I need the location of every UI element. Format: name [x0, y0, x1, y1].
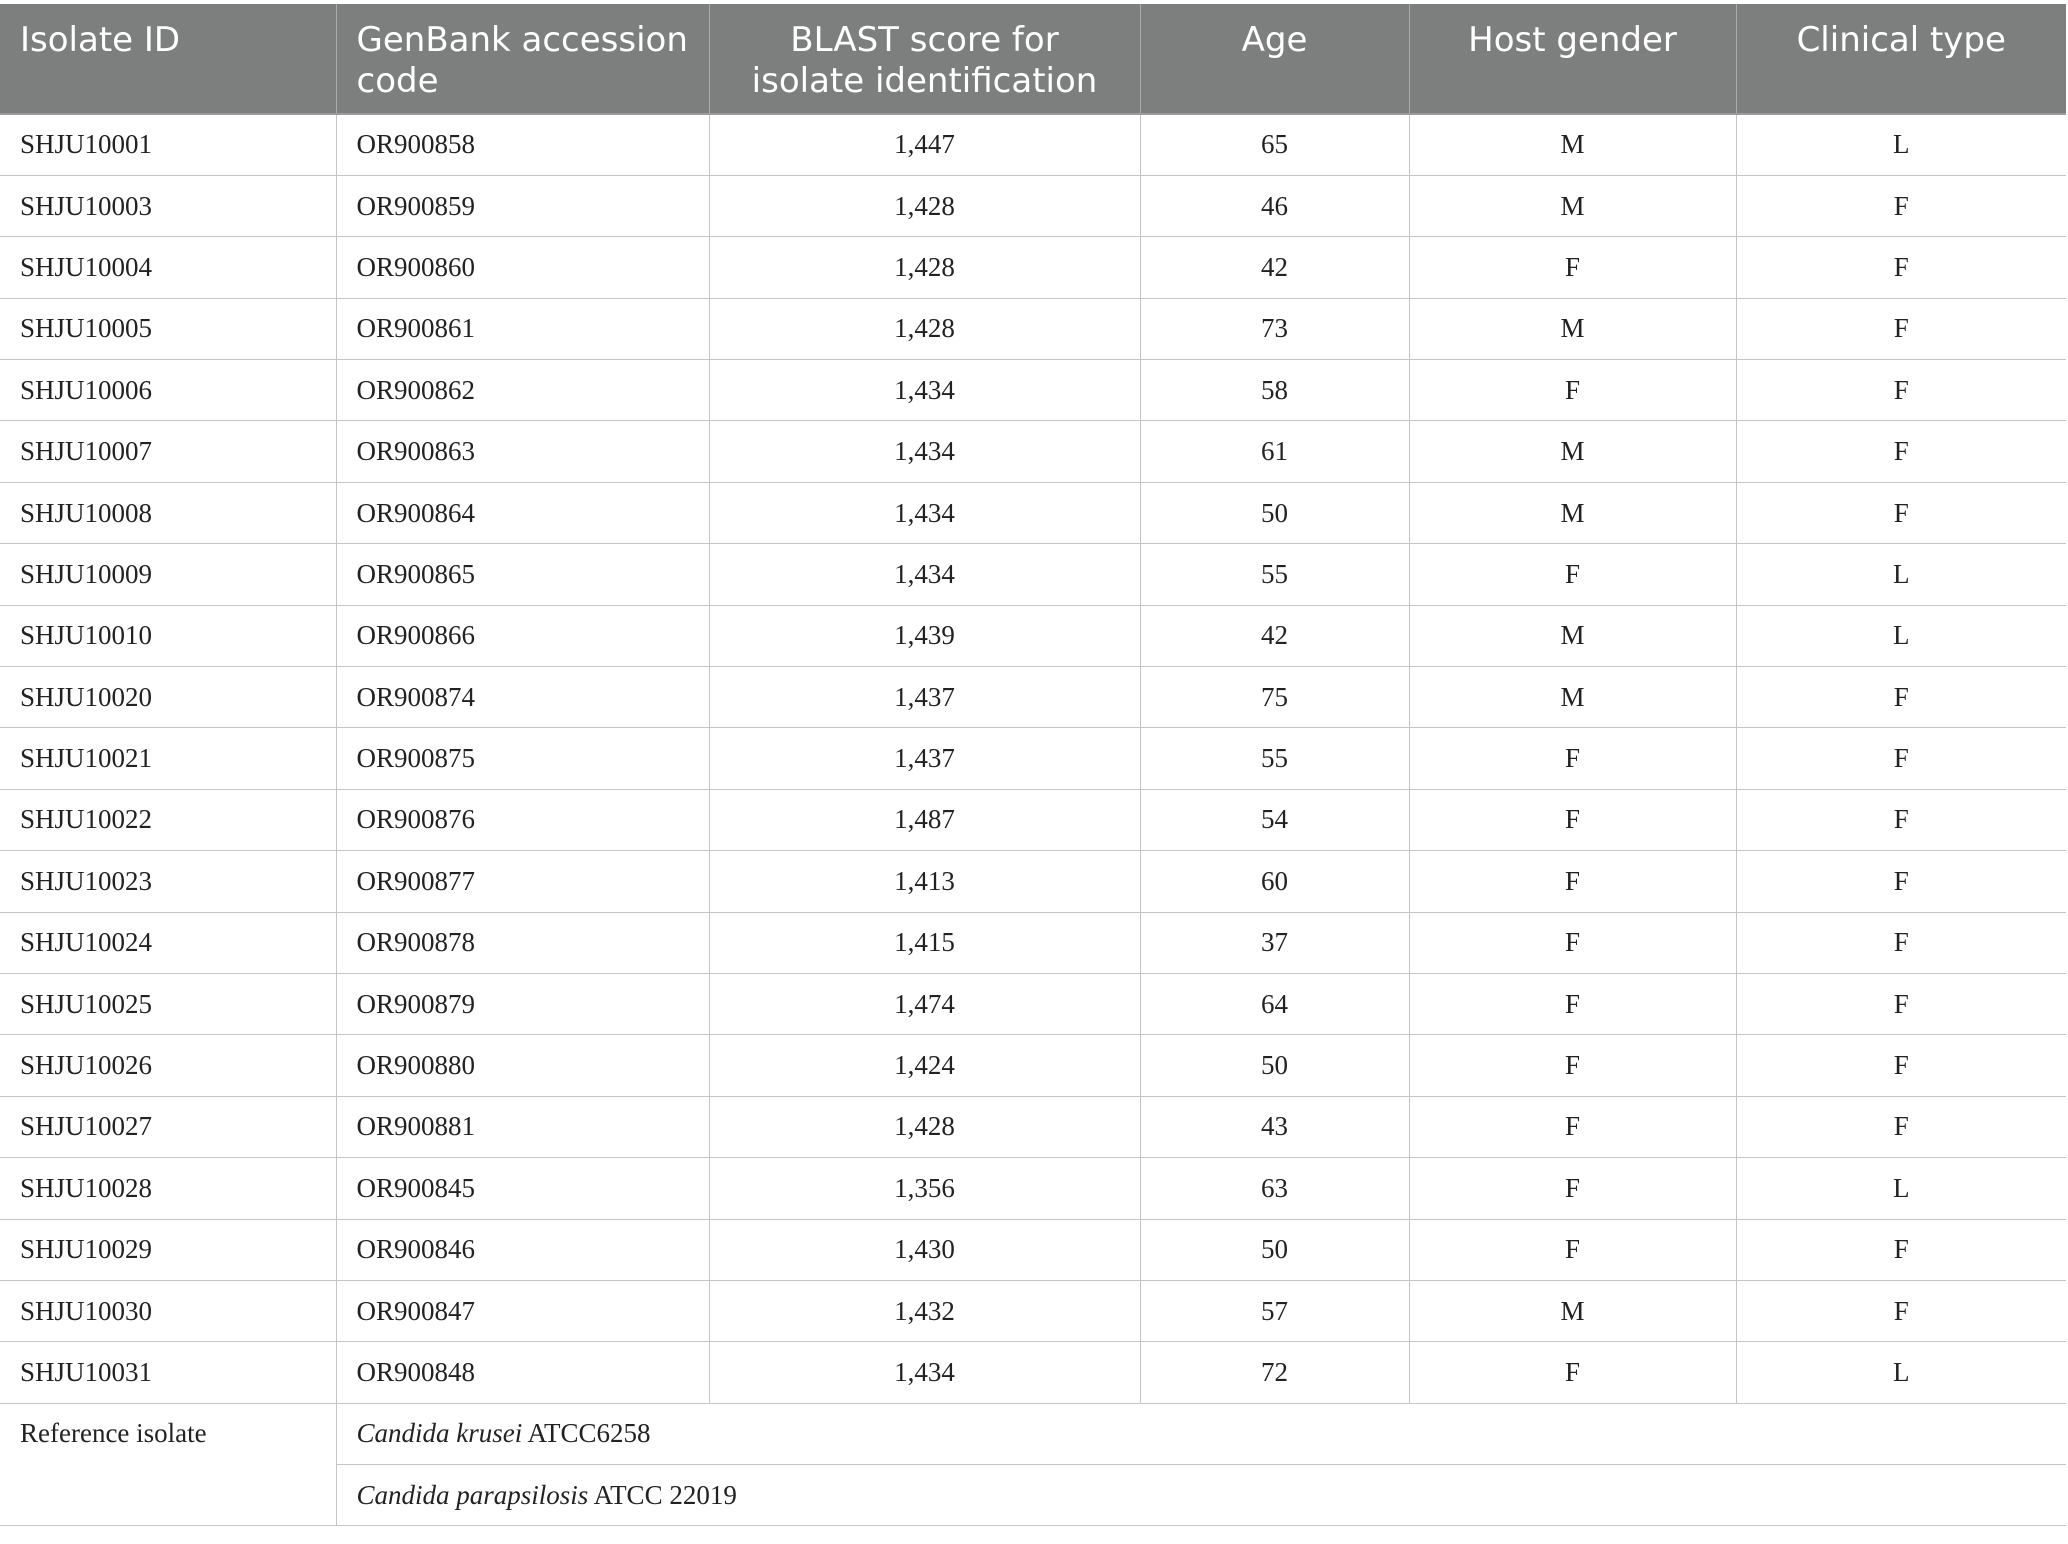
cell-host-gender: F	[1409, 1035, 1736, 1096]
header-genbank-code: GenBank accession code	[336, 4, 709, 114]
cell-age: 42	[1140, 605, 1409, 666]
cell-blast-score: 1,487	[709, 789, 1140, 850]
cell-genbank-code: OR900877	[336, 851, 709, 912]
cell-genbank-code: OR900862	[336, 360, 709, 421]
cell-clinical-type: F	[1736, 421, 2066, 482]
cell-genbank-code: OR900860	[336, 237, 709, 298]
cell-isolate-id: SHJU10022	[0, 789, 336, 850]
cell-clinical-type: F	[1736, 912, 2066, 973]
cell-isolate-id: SHJU10010	[0, 605, 336, 666]
cell-isolate-id: SHJU10003	[0, 175, 336, 236]
cell-genbank-code: OR900876	[336, 789, 709, 850]
cell-blast-score: 1,447	[709, 114, 1140, 175]
cell-isolate-id: SHJU10031	[0, 1342, 336, 1403]
cell-genbank-code: OR900881	[336, 1096, 709, 1157]
cell-genbank-code: OR900878	[336, 912, 709, 973]
cell-blast-score: 1,434	[709, 421, 1140, 482]
table-row	[0, 360, 2066, 421]
cell-genbank-code: OR900874	[336, 667, 709, 728]
cell-genbank-code: OR900861	[336, 298, 709, 359]
table-row	[0, 175, 2066, 236]
cell-blast-score: 1,437	[709, 728, 1140, 789]
cell-blast-score: 1,356	[709, 1158, 1140, 1219]
cell-clinical-type: L	[1736, 544, 2066, 605]
cell-age: 55	[1140, 728, 1409, 789]
cell-isolate-id: SHJU10026	[0, 1035, 336, 1096]
cell-genbank-code: OR900865	[336, 544, 709, 605]
table-row	[0, 667, 2066, 728]
table-header	[0, 4, 2066, 114]
cell-blast-score: 1,428	[709, 1096, 1140, 1157]
cell-host-gender: F	[1409, 1096, 1736, 1157]
table-row	[0, 728, 2066, 789]
cell-age: 58	[1140, 360, 1409, 421]
cell-blast-score: 1,415	[709, 912, 1140, 973]
cell-host-gender: F	[1409, 1158, 1736, 1219]
cell-clinical-type: F	[1736, 360, 2066, 421]
cell-host-gender: F	[1409, 360, 1736, 421]
cell-host-gender: M	[1409, 114, 1736, 175]
cell-age: 54	[1140, 789, 1409, 850]
cell-host-gender: M	[1409, 482, 1736, 543]
cell-isolate-id: SHJU10021	[0, 728, 336, 789]
cell-isolate-id: SHJU10027	[0, 1096, 336, 1157]
cell-age: 72	[1140, 1342, 1409, 1403]
cell-clinical-type: F	[1736, 1219, 2066, 1280]
cell-clinical-type: L	[1736, 1158, 2066, 1219]
header-isolate-id: Isolate ID	[0, 4, 336, 114]
cell-clinical-type: L	[1736, 605, 2066, 666]
reference-species-1-strain: ATCC6258	[527, 1418, 651, 1449]
cell-blast-score: 1,430	[709, 1219, 1140, 1280]
table-row	[0, 1280, 2066, 1341]
cell-host-gender: F	[1409, 1342, 1736, 1403]
reference-species-1	[336, 1403, 2066, 1464]
cell-host-gender: M	[1409, 298, 1736, 359]
cell-clinical-type: F	[1736, 1096, 2066, 1157]
table-row	[0, 1096, 2066, 1157]
cell-host-gender: F	[1409, 237, 1736, 298]
header-age: Age	[1140, 4, 1409, 114]
cell-blast-score: 1,434	[709, 544, 1140, 605]
cell-clinical-type: F	[1736, 973, 2066, 1034]
cell-host-gender: M	[1409, 605, 1736, 666]
cell-age: 55	[1140, 544, 1409, 605]
cell-genbank-code: OR900846	[336, 1219, 709, 1280]
table-row	[0, 605, 2066, 666]
cell-isolate-id: SHJU10008	[0, 482, 336, 543]
cell-host-gender: M	[1409, 1280, 1736, 1341]
isolates-table	[0, 4, 2066, 1526]
cell-age: 57	[1140, 1280, 1409, 1341]
cell-age: 50	[1140, 482, 1409, 543]
cell-clinical-type: L	[1736, 1342, 2066, 1403]
cell-age: 43	[1140, 1096, 1409, 1157]
cell-genbank-code: OR900859	[336, 175, 709, 236]
cell-blast-score: 1,434	[709, 482, 1140, 543]
reference-row	[0, 1403, 2066, 1464]
cell-age: 46	[1140, 175, 1409, 236]
header-clinical-type: Clinical type	[1736, 4, 2066, 114]
cell-genbank-code: OR900858	[336, 114, 709, 175]
cell-blast-score: 1,413	[709, 851, 1140, 912]
cell-clinical-type: L	[1736, 114, 2066, 175]
table-row	[0, 237, 2066, 298]
table-row	[0, 789, 2066, 850]
cell-blast-score: 1,434	[709, 1342, 1140, 1403]
cell-host-gender: F	[1409, 1219, 1736, 1280]
cell-host-gender: F	[1409, 851, 1736, 912]
cell-age: 60	[1140, 851, 1409, 912]
table-row	[0, 1219, 2066, 1280]
table-row	[0, 912, 2066, 973]
cell-clinical-type: F	[1736, 482, 2066, 543]
cell-blast-score: 1,432	[709, 1280, 1140, 1341]
table-row	[0, 851, 2066, 912]
cell-isolate-id: SHJU10029	[0, 1219, 336, 1280]
cell-clinical-type: F	[1736, 728, 2066, 789]
cell-age: 64	[1140, 973, 1409, 1034]
cell-host-gender: F	[1409, 789, 1736, 850]
cell-host-gender: M	[1409, 667, 1736, 728]
cell-age: 73	[1140, 298, 1409, 359]
cell-isolate-id: SHJU10023	[0, 851, 336, 912]
cell-host-gender: F	[1409, 728, 1736, 789]
cell-isolate-id: SHJU10028	[0, 1158, 336, 1219]
cell-blast-score: 1,474	[709, 973, 1140, 1034]
reference-label: Reference isolate	[0, 1403, 336, 1526]
cell-isolate-id: SHJU10005	[0, 298, 336, 359]
cell-age: 37	[1140, 912, 1409, 973]
cell-age: 42	[1140, 237, 1409, 298]
cell-age: 75	[1140, 667, 1409, 728]
cell-clinical-type: F	[1736, 1035, 2066, 1096]
reference-species-2	[336, 1465, 2066, 1526]
cell-host-gender: M	[1409, 421, 1736, 482]
cell-isolate-id: SHJU10004	[0, 237, 336, 298]
cell-clinical-type: F	[1736, 298, 2066, 359]
cell-genbank-code: OR900866	[336, 605, 709, 666]
cell-isolate-id: SHJU10009	[0, 544, 336, 605]
cell-blast-score: 1,434	[709, 360, 1140, 421]
cell-host-gender: F	[1409, 973, 1736, 1034]
cell-genbank-code: OR900845	[336, 1158, 709, 1219]
cell-blast-score: 1,428	[709, 237, 1140, 298]
cell-blast-score: 1,428	[709, 175, 1140, 236]
cell-age: 50	[1140, 1035, 1409, 1096]
cell-age: 61	[1140, 421, 1409, 482]
cell-isolate-id: SHJU10024	[0, 912, 336, 973]
reference-species-1-name: Candida krusei	[356, 1418, 523, 1449]
cell-genbank-code: OR900848	[336, 1342, 709, 1403]
cell-clinical-type: F	[1736, 789, 2066, 850]
table-row	[0, 1342, 2066, 1403]
cell-blast-score: 1,424	[709, 1035, 1140, 1096]
cell-host-gender: F	[1409, 912, 1736, 973]
reference-species-2-strain: ATCC 22019	[593, 1479, 737, 1510]
cell-genbank-code: OR900880	[336, 1035, 709, 1096]
cell-clinical-type: F	[1736, 237, 2066, 298]
table-row	[0, 1158, 2066, 1219]
cell-genbank-code: OR900863	[336, 421, 709, 482]
table-row	[0, 544, 2066, 605]
cell-genbank-code: OR900879	[336, 973, 709, 1034]
table-row	[0, 298, 2066, 359]
cell-blast-score: 1,428	[709, 298, 1140, 359]
cell-genbank-code: OR900864	[336, 482, 709, 543]
header-host-gender: Host gender	[1409, 4, 1736, 114]
table-row	[0, 973, 2066, 1034]
cell-age: 63	[1140, 1158, 1409, 1219]
header-blast-score: BLAST score for isolate identification	[709, 4, 1140, 114]
cell-isolate-id: SHJU10001	[0, 114, 336, 175]
reference-species-2-name: Candida parapsilosis	[356, 1479, 589, 1510]
cell-isolate-id: SHJU10020	[0, 667, 336, 728]
cell-clinical-type: F	[1736, 667, 2066, 728]
header-row	[0, 4, 2066, 114]
cell-isolate-id: SHJU10030	[0, 1280, 336, 1341]
cell-clinical-type: F	[1736, 1280, 2066, 1341]
cell-isolate-id: SHJU10007	[0, 421, 336, 482]
cell-age: 50	[1140, 1219, 1409, 1280]
table-body	[0, 114, 2066, 1526]
table-row	[0, 114, 2066, 175]
cell-blast-score: 1,437	[709, 667, 1140, 728]
cell-age: 65	[1140, 114, 1409, 175]
cell-isolate-id: SHJU10006	[0, 360, 336, 421]
cell-host-gender: F	[1409, 544, 1736, 605]
table-row	[0, 1035, 2066, 1096]
table-row	[0, 421, 2066, 482]
cell-isolate-id: SHJU10025	[0, 973, 336, 1034]
cell-host-gender: M	[1409, 175, 1736, 236]
table-row	[0, 482, 2066, 543]
cell-clinical-type: F	[1736, 851, 2066, 912]
cell-clinical-type: F	[1736, 175, 2066, 236]
cell-blast-score: 1,439	[709, 605, 1140, 666]
cell-genbank-code: OR900847	[336, 1280, 709, 1341]
cell-genbank-code: OR900875	[336, 728, 709, 789]
